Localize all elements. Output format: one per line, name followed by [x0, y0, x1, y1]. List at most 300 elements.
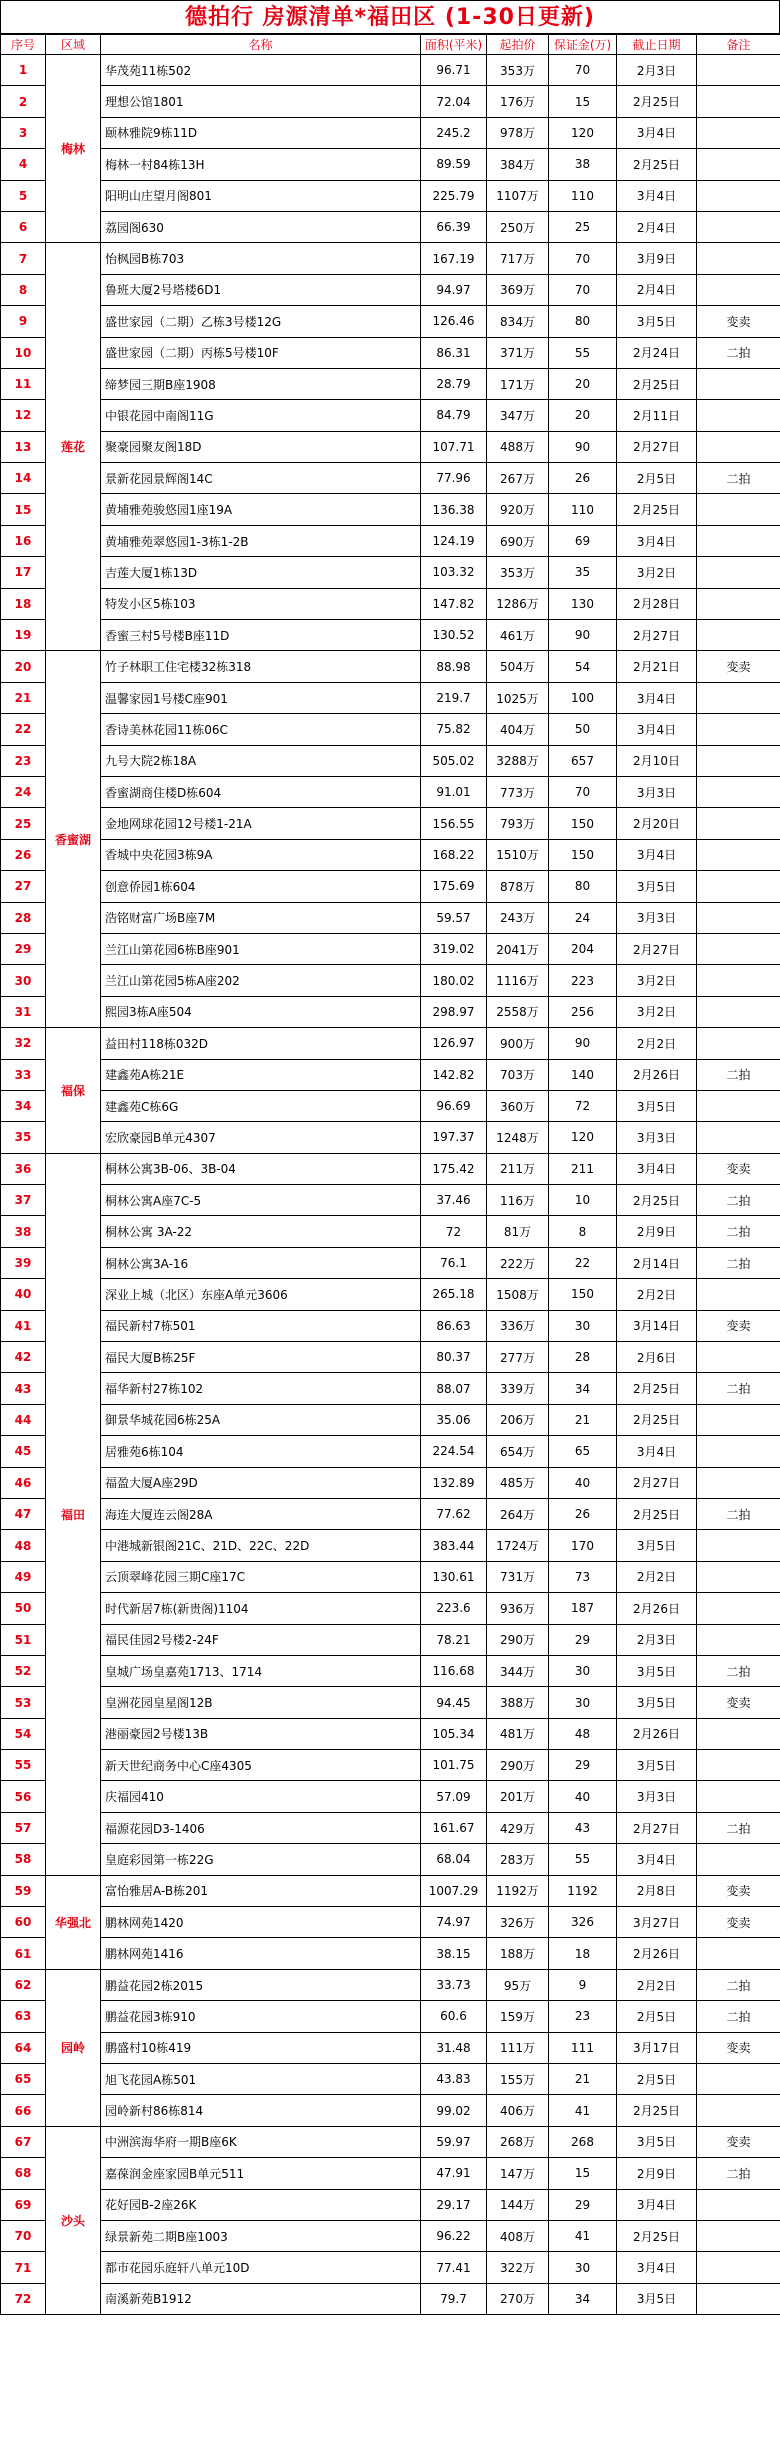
- column-header: 区域: [46, 35, 101, 55]
- row-number: 53: [1, 1687, 46, 1718]
- property-name: 竹子林职工住宅楼32栋318: [101, 651, 421, 682]
- deadline-date: 2月26日: [617, 1938, 697, 1969]
- row-number: 3: [1, 117, 46, 148]
- deposit-value: 268: [549, 2126, 617, 2157]
- table-row: [1, 2001, 780, 2032]
- start-price: 504万: [487, 651, 549, 682]
- table-row: [1, 1185, 780, 1216]
- deposit-value: 34: [549, 2283, 617, 2314]
- remark: [697, 180, 780, 211]
- table-row: [1, 1750, 780, 1781]
- table-row: [1, 808, 780, 839]
- table-row: [1, 525, 780, 556]
- property-name: 吉莲大厦1栋13D: [101, 557, 421, 588]
- deposit-value: 29: [549, 2189, 617, 2220]
- area-value: 126.97: [421, 1028, 487, 1059]
- deadline-date: 2月4日: [617, 274, 697, 305]
- deadline-date: 2月27日: [617, 431, 697, 462]
- row-number: 47: [1, 1498, 46, 1529]
- table-row: [1, 400, 780, 431]
- remark: [697, 1561, 780, 1592]
- row-number: 2: [1, 86, 46, 117]
- deadline-date: 3月3日: [617, 1781, 697, 1812]
- remark: 二拍: [697, 1655, 780, 1686]
- deposit-value: 15: [549, 86, 617, 117]
- table-row: [1, 431, 780, 462]
- deadline-date: 2月25日: [617, 1404, 697, 1435]
- property-name: 新天世纪商务中心C座4305: [101, 1750, 421, 1781]
- property-name: 建鑫苑C栋6G: [101, 1090, 421, 1121]
- start-price: 147万: [487, 2158, 549, 2189]
- remark: [697, 1436, 780, 1467]
- start-price: 206万: [487, 1404, 549, 1435]
- remark: [697, 431, 780, 462]
- remark: [697, 2064, 780, 2095]
- start-price: 690万: [487, 525, 549, 556]
- row-number: 13: [1, 431, 46, 462]
- deposit-value: 48: [549, 1718, 617, 1749]
- start-price: 188万: [487, 1938, 549, 1969]
- row-number: 4: [1, 149, 46, 180]
- table-row: [1, 1844, 780, 1875]
- remark: [697, 1090, 780, 1121]
- area-value: 77.62: [421, 1498, 487, 1529]
- row-number: 48: [1, 1530, 46, 1561]
- deadline-date: 2月20日: [617, 808, 697, 839]
- property-name: 特发小区5栋103: [101, 588, 421, 619]
- table-row: [1, 1624, 780, 1655]
- area-value: 136.38: [421, 494, 487, 525]
- area-value: 77.41: [421, 2252, 487, 2283]
- remark: 变卖: [697, 1153, 780, 1184]
- deposit-value: 22: [549, 1247, 617, 1278]
- table-row: [1, 1342, 780, 1373]
- table-row: [1, 1467, 780, 1498]
- deposit-value: 41: [549, 2095, 617, 2126]
- start-price: 322万: [487, 2252, 549, 2283]
- start-price: 326万: [487, 1907, 549, 1938]
- remark: [697, 745, 780, 776]
- property-name: 鹏林网苑1420: [101, 1907, 421, 1938]
- remark: 二拍: [697, 2001, 780, 2032]
- remark: [697, 902, 780, 933]
- deadline-date: 2月25日: [617, 2095, 697, 2126]
- property-name: 怡枫园B栋703: [101, 243, 421, 274]
- area-value: 167.19: [421, 243, 487, 274]
- table-row: [1, 1090, 780, 1121]
- table-row: [1, 1028, 780, 1059]
- property-name: 御景华城花园6栋25A: [101, 1404, 421, 1435]
- deadline-date: 2月28日: [617, 588, 697, 619]
- remark: [697, 933, 780, 964]
- deposit-value: 30: [549, 1655, 617, 1686]
- deposit-value: 204: [549, 933, 617, 964]
- deposit-value: 10: [549, 1185, 617, 1216]
- area-value: 156.55: [421, 808, 487, 839]
- row-number: 44: [1, 1404, 46, 1435]
- area-value: 72.04: [421, 86, 487, 117]
- deposit-value: 54: [549, 651, 617, 682]
- deadline-date: 3月2日: [617, 996, 697, 1027]
- area-value: 86.63: [421, 1310, 487, 1341]
- deposit-value: 187: [549, 1593, 617, 1624]
- property-name: 华茂苑11栋502: [101, 55, 421, 86]
- area-value: 130.52: [421, 620, 487, 651]
- page-title: 德拍行 房源清单*福田区 (1-30日更新): [0, 0, 780, 34]
- area-value: 96.69: [421, 1090, 487, 1121]
- area-value: 197.37: [421, 1122, 487, 1153]
- row-number: 46: [1, 1467, 46, 1498]
- deadline-date: 2月6日: [617, 1342, 697, 1373]
- property-name: 益田村118栋032D: [101, 1028, 421, 1059]
- table-row: [1, 2095, 780, 2126]
- deposit-value: 65: [549, 1436, 617, 1467]
- property-name: 熙园3栋A座504: [101, 996, 421, 1027]
- table-row: [1, 1530, 780, 1561]
- start-price: 176万: [487, 86, 549, 117]
- deposit-value: 110: [549, 180, 617, 211]
- property-name: 梅林一村84栋13H: [101, 149, 421, 180]
- start-price: 211万: [487, 1153, 549, 1184]
- table-row: [1, 839, 780, 870]
- property-name: 兰江山第花园5栋A座202: [101, 965, 421, 996]
- deposit-value: 35: [549, 557, 617, 588]
- start-price: 1107万: [487, 180, 549, 211]
- table-row: [1, 1687, 780, 1718]
- area-value: 75.82: [421, 714, 487, 745]
- table-row: [1, 1404, 780, 1435]
- table-body: [1, 55, 780, 2315]
- deadline-date: 2月5日: [617, 2064, 697, 2095]
- start-price: 900万: [487, 1028, 549, 1059]
- row-number: 70: [1, 2220, 46, 2251]
- table-row: [1, 117, 780, 148]
- start-price: 384万: [487, 149, 549, 180]
- property-name: 荔园阁630: [101, 211, 421, 242]
- property-name: 福民佳园2号楼2-24F: [101, 1624, 421, 1655]
- row-number: 33: [1, 1059, 46, 1090]
- area-value: 107.71: [421, 431, 487, 462]
- deposit-value: 30: [549, 2252, 617, 2283]
- deadline-date: 2月27日: [617, 1467, 697, 1498]
- row-number: 25: [1, 808, 46, 839]
- start-price: 268万: [487, 2126, 549, 2157]
- area-value: 94.45: [421, 1687, 487, 1718]
- property-name: 阳明山庄望月阁801: [101, 180, 421, 211]
- area-value: 38.15: [421, 1938, 487, 1969]
- deposit-value: 29: [549, 1624, 617, 1655]
- row-number: 52: [1, 1655, 46, 1686]
- property-name: 景新花园景辉阁14C: [101, 463, 421, 494]
- remark: 变卖: [697, 306, 780, 337]
- table-row: [1, 463, 780, 494]
- row-number: 61: [1, 1938, 46, 1969]
- column-header: 保证金(万): [549, 35, 617, 55]
- start-price: 834万: [487, 306, 549, 337]
- property-name: 中银花园中南阁11G: [101, 400, 421, 431]
- start-price: 344万: [487, 1655, 549, 1686]
- row-number: 14: [1, 463, 46, 494]
- property-name: 创意侨园1栋604: [101, 871, 421, 902]
- deposit-value: 21: [549, 2064, 617, 2095]
- property-name: 鹏林网苑1416: [101, 1938, 421, 1969]
- row-number: 1: [1, 55, 46, 86]
- start-price: 111万: [487, 2032, 549, 2063]
- remark: [697, 1624, 780, 1655]
- property-name: 香蜜湖商住楼D栋604: [101, 776, 421, 807]
- area-value: 91.01: [421, 776, 487, 807]
- property-name: 颐林雅院9栋11D: [101, 117, 421, 148]
- region-label: 梅林: [46, 55, 101, 243]
- deadline-date: 3月4日: [617, 714, 697, 745]
- table-row: [1, 1907, 780, 1938]
- remark: [697, 274, 780, 305]
- row-number: 29: [1, 933, 46, 964]
- property-name: 居雅苑6栋104: [101, 1436, 421, 1467]
- area-value: 74.97: [421, 1907, 487, 1938]
- property-name: 盛世家园（二期）乙栋3号楼12G: [101, 306, 421, 337]
- property-name: 中洲滨海华府一期B座6K: [101, 2126, 421, 2157]
- deadline-date: 3月4日: [617, 180, 697, 211]
- start-price: 481万: [487, 1718, 549, 1749]
- deposit-value: 55: [549, 1844, 617, 1875]
- deadline-date: 2月25日: [617, 149, 697, 180]
- deposit-value: 26: [549, 1498, 617, 1529]
- remark: 变卖: [697, 2126, 780, 2157]
- remark: [697, 400, 780, 431]
- property-name: 福盈大厦A座29D: [101, 1467, 421, 1498]
- start-price: 703万: [487, 1059, 549, 1090]
- area-value: 80.37: [421, 1342, 487, 1373]
- start-price: 488万: [487, 431, 549, 462]
- deposit-value: 21: [549, 1404, 617, 1435]
- area-value: 77.96: [421, 463, 487, 494]
- deposit-value: 40: [549, 1781, 617, 1812]
- remark: [697, 1750, 780, 1781]
- remark: 二拍: [697, 1969, 780, 2000]
- table-row: [1, 1216, 780, 1247]
- area-value: 94.97: [421, 274, 487, 305]
- deadline-date: 3月4日: [617, 1153, 697, 1184]
- property-name: 聚豪园聚友阁18D: [101, 431, 421, 462]
- area-value: 225.79: [421, 180, 487, 211]
- start-price: 388万: [487, 1687, 549, 1718]
- start-price: 1248万: [487, 1122, 549, 1153]
- remark: 变卖: [697, 1310, 780, 1341]
- remark: 变卖: [697, 1687, 780, 1718]
- area-value: 59.97: [421, 2126, 487, 2157]
- area-value: 99.02: [421, 2095, 487, 2126]
- row-number: 42: [1, 1342, 46, 1373]
- region-label: 福田: [46, 1153, 101, 1875]
- deadline-date: 2月26日: [617, 1059, 697, 1090]
- area-value: 219.7: [421, 682, 487, 713]
- deposit-value: 223: [549, 965, 617, 996]
- remark: 变卖: [697, 651, 780, 682]
- remark: [697, 1122, 780, 1153]
- deposit-value: 110: [549, 494, 617, 525]
- property-name: 福源花园D3-1406: [101, 1812, 421, 1843]
- start-price: 264万: [487, 1498, 549, 1529]
- area-value: 147.82: [421, 588, 487, 619]
- area-value: 78.21: [421, 1624, 487, 1655]
- region-label: 莲花: [46, 243, 101, 651]
- row-number: 64: [1, 2032, 46, 2063]
- area-value: 47.91: [421, 2158, 487, 2189]
- area-value: 88.07: [421, 1373, 487, 1404]
- deadline-date: 2月5日: [617, 463, 697, 494]
- property-name: 深业上城（北区）东座A单元3606: [101, 1279, 421, 1310]
- remark: [697, 55, 780, 86]
- start-price: 406万: [487, 2095, 549, 2126]
- start-price: 267万: [487, 463, 549, 494]
- property-name: 福华新村27栋102: [101, 1373, 421, 1404]
- remark: [697, 557, 780, 588]
- row-number: 35: [1, 1122, 46, 1153]
- table-row: [1, 965, 780, 996]
- deadline-date: 2月2日: [617, 1279, 697, 1310]
- remark: 二拍: [697, 337, 780, 368]
- deadline-date: 3月5日: [617, 1687, 697, 1718]
- remark: [697, 620, 780, 651]
- column-header: 截止日期: [617, 35, 697, 55]
- remark: [697, 86, 780, 117]
- property-name: 嘉葆润金座家园B单元511: [101, 2158, 421, 2189]
- remark: [697, 494, 780, 525]
- deposit-value: 140: [549, 1059, 617, 1090]
- area-value: 161.67: [421, 1812, 487, 1843]
- area-value: 60.6: [421, 2001, 487, 2032]
- area-value: 1007.29: [421, 1875, 487, 1906]
- row-number: 9: [1, 306, 46, 337]
- property-name: 兰江山第花园6栋B座901: [101, 933, 421, 964]
- remark: 变卖: [697, 1907, 780, 1938]
- column-header: 面积(平米): [421, 35, 487, 55]
- column-header: 备注: [697, 35, 780, 55]
- area-value: 126.46: [421, 306, 487, 337]
- area-value: 79.7: [421, 2283, 487, 2314]
- row-number: 58: [1, 1844, 46, 1875]
- deposit-value: 326: [549, 1907, 617, 1938]
- deadline-date: 3月4日: [617, 2252, 697, 2283]
- property-name: 港丽豪园2号楼13B: [101, 1718, 421, 1749]
- row-number: 10: [1, 337, 46, 368]
- remark: [697, 211, 780, 242]
- area-value: 33.73: [421, 1969, 487, 2000]
- property-name: 云顶翠峰花园三期C座17C: [101, 1561, 421, 1592]
- table-row: [1, 2032, 780, 2063]
- deadline-date: 2月25日: [617, 1185, 697, 1216]
- deposit-value: 80: [549, 871, 617, 902]
- area-value: 86.31: [421, 337, 487, 368]
- table-row: [1, 180, 780, 211]
- area-value: 265.18: [421, 1279, 487, 1310]
- start-price: 485万: [487, 1467, 549, 1498]
- property-name: 香诗美林花园11栋06C: [101, 714, 421, 745]
- table-row: [1, 1373, 780, 1404]
- deadline-date: 3月14日: [617, 1310, 697, 1341]
- row-number: 11: [1, 368, 46, 399]
- start-price: 920万: [487, 494, 549, 525]
- remark: [697, 1718, 780, 1749]
- deposit-value: 256: [549, 996, 617, 1027]
- table-row: [1, 2158, 780, 2189]
- row-number: 68: [1, 2158, 46, 2189]
- remark: 二拍: [697, 1059, 780, 1090]
- remark: 二拍: [697, 1373, 780, 1404]
- deadline-date: 2月9日: [617, 1216, 697, 1247]
- start-price: 290万: [487, 1750, 549, 1781]
- row-number: 50: [1, 1593, 46, 1624]
- row-number: 41: [1, 1310, 46, 1341]
- deposit-value: 120: [549, 117, 617, 148]
- property-name: 黄埔雅苑骏悠园1座19A: [101, 494, 421, 525]
- row-number: 7: [1, 243, 46, 274]
- table-row: [1, 149, 780, 180]
- row-number: 55: [1, 1750, 46, 1781]
- deposit-value: 41: [549, 2220, 617, 2251]
- deadline-date: 3月5日: [617, 1530, 697, 1561]
- deadline-date: 2月25日: [617, 368, 697, 399]
- start-price: 159万: [487, 2001, 549, 2032]
- row-number: 39: [1, 1247, 46, 1278]
- row-number: 15: [1, 494, 46, 525]
- deadline-date: 3月4日: [617, 1844, 697, 1875]
- deadline-date: 3月4日: [617, 1436, 697, 1467]
- remark: [697, 1844, 780, 1875]
- property-name: 皇庭彩园第一栋22G: [101, 1844, 421, 1875]
- remark: [697, 1530, 780, 1561]
- remark: [697, 1781, 780, 1812]
- table-row: [1, 1122, 780, 1153]
- row-number: 26: [1, 839, 46, 870]
- start-price: 360万: [487, 1090, 549, 1121]
- remark: [697, 1028, 780, 1059]
- area-value: 68.04: [421, 1844, 487, 1875]
- deposit-value: 70: [549, 776, 617, 807]
- property-name: 园岭新村86栋814: [101, 2095, 421, 2126]
- row-number: 49: [1, 1561, 46, 1592]
- row-number: 6: [1, 211, 46, 242]
- table-row: [1, 1718, 780, 1749]
- region-label: 沙头: [46, 2126, 101, 2314]
- start-price: 201万: [487, 1781, 549, 1812]
- table-row: [1, 1279, 780, 1310]
- deadline-date: 3月5日: [617, 871, 697, 902]
- table-row: [1, 682, 780, 713]
- row-number: 32: [1, 1028, 46, 1059]
- area-value: 66.39: [421, 211, 487, 242]
- deposit-value: 55: [549, 337, 617, 368]
- deposit-value: 100: [549, 682, 617, 713]
- table-row: [1, 1593, 780, 1624]
- remark: [697, 117, 780, 148]
- start-price: 1510万: [487, 839, 549, 870]
- row-number: 72: [1, 2283, 46, 2314]
- row-number: 43: [1, 1373, 46, 1404]
- region-label: 华强北: [46, 1875, 101, 1969]
- property-name: 香蜜三村5号楼B座11D: [101, 620, 421, 651]
- remark: [697, 2189, 780, 2220]
- deposit-value: 211: [549, 1153, 617, 1184]
- area-value: 224.54: [421, 1436, 487, 1467]
- property-name: 鲁班大厦2号塔楼6D1: [101, 274, 421, 305]
- row-number: 18: [1, 588, 46, 619]
- table-row: [1, 2252, 780, 2283]
- remark: 二拍: [697, 1247, 780, 1278]
- row-number: 30: [1, 965, 46, 996]
- property-name: 建鑫苑A栋21E: [101, 1059, 421, 1090]
